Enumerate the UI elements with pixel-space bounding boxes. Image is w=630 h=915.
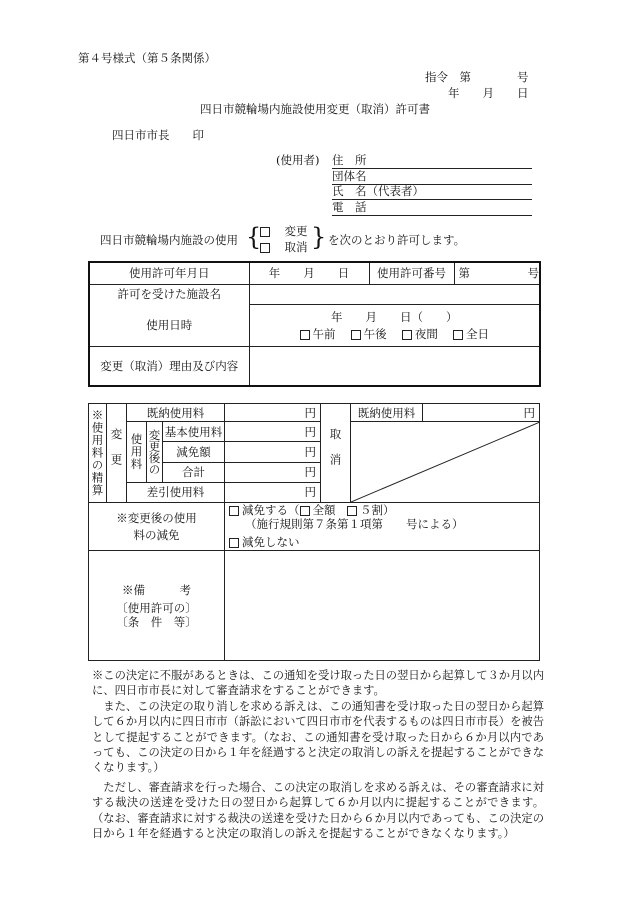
settlement-label: ※使用料の精算 (89, 404, 107, 503)
reduce-no-line: 減免しない (225, 535, 539, 549)
user-phone: 電 話 (332, 199, 532, 216)
total-label: 合計 (163, 462, 225, 482)
permit-no-label: 使用許可番号 (369, 262, 454, 284)
use-date-label: 使用日時 (89, 304, 249, 346)
basic-fee-value: 円 (225, 422, 321, 442)
cancel-diagonal-cell (351, 422, 540, 503)
cancel-paid-fee-label: 既納使用料 (351, 404, 423, 422)
reduce-half-checkbox-icon (347, 506, 357, 516)
reduction-label: 減免額 (163, 442, 225, 462)
user-label: (使用者) (276, 153, 320, 167)
note-2: また、この決定の取り消しを求める訴えは、この通知書を受け取った日の翌日から起算して６か月以内に四日市市（訴訟において四日市市を代表するものは四日市市長）を被告として提起することができます。（なお、この通知書を受け取った日から６か月以内であっても、この決定の日から１年を経過すると決定の取消しの訴えを提起することができなくなります。） (92, 699, 544, 775)
after-change-label: 変更後の (147, 422, 163, 483)
reduce-full-checkbox-icon (300, 506, 310, 516)
paid-fee-value: 円 (225, 404, 321, 422)
permit-no-value: 第 号 (454, 262, 540, 284)
allday-checkbox-icon (453, 330, 463, 340)
use-date-value: 年 月 日（ ） (331, 309, 458, 324)
left-brace: { (246, 223, 262, 251)
permit-number-label: 指令 第 号 (425, 70, 529, 84)
reason-label: 変更（取消）理由及び内容 (89, 346, 249, 386)
use-date-cell (249, 304, 540, 346)
cancel-label: 取消 (321, 404, 351, 503)
night-checkbox-icon (402, 330, 412, 340)
reduction-value: 円 (225, 442, 321, 462)
change-label: 変更 (107, 404, 127, 503)
remarks-value (225, 551, 540, 661)
permit-date-label: 使用許可年月日 (89, 262, 249, 284)
option-change: 変更 (260, 223, 308, 239)
statement-suffix: を次のとおり許可します。 (328, 233, 466, 247)
am-checkbox-icon (300, 330, 310, 340)
reduce-no-checkbox-icon (229, 538, 239, 548)
pm-checkbox-icon (351, 330, 361, 340)
permit-table (88, 261, 541, 387)
diff-fee-value: 円 (225, 482, 321, 502)
note-3: ただし、審査請求を行った場合、この決定の取消しを求める訴えは、その審査請求に対する裁決の送達を受けた日の翌日から起算して６か月以内に提起することができます。（なお、審査請求に対する裁決の送達を受けた日から６か月以内であっても、この決定の日から１年を経過すると決定の取消しの訴えを提起することができなくなります。） (92, 780, 544, 841)
usage-fee-label: 使用料 (127, 422, 147, 483)
facility-label: 許可を受けた施設名 (89, 284, 249, 304)
user-name: 氏 名（代表者） (332, 183, 532, 200)
issue-date-label: 年 月 日 (448, 86, 529, 100)
reduction-after-label: ※変更後の使用料の減免 (89, 503, 225, 551)
remarks-label-cell (89, 551, 225, 661)
diagonal-line (351, 422, 540, 502)
document-title: 四日市競輪場内施設使用変更（取消）許可書 (200, 102, 430, 116)
permit-date-value: 年 月 日 (249, 262, 369, 284)
remarks-sub2: 〔条 件 等〕 (116, 614, 197, 629)
paid-fee-label: 既納使用料 (127, 404, 225, 422)
settlement-table (88, 403, 540, 661)
statement-prefix: 四日市競輪場内施設の使用 (100, 233, 238, 247)
form-number: 第４号様式（第５条関係） (78, 51, 216, 65)
diff-fee-label: 差引使用料 (127, 482, 225, 502)
cancel-paid-fee-value: 円 (423, 404, 540, 422)
remarks-sub1: 〔使用許可の〕 (116, 600, 197, 615)
time-options: 午前 午後 夜間 全日 (250, 327, 540, 341)
user-group: 団体名 (332, 168, 532, 185)
reason-value (249, 346, 540, 386)
issuer: 四日市市長 印 (112, 128, 204, 142)
reduce-yes-checkbox-icon (229, 506, 239, 516)
facility-value (249, 284, 540, 304)
option-cancel: 取消 (260, 239, 308, 255)
change-checkbox-icon (260, 227, 270, 237)
notes (92, 668, 544, 841)
right-brace: } (311, 223, 327, 251)
cancel-checkbox-icon (260, 243, 270, 253)
remarks-label: ※備 考 (122, 582, 191, 597)
reduce-yes-line: 減免する（ 全額 ５割） (225, 503, 539, 517)
basic-fee-label: 基本使用料 (163, 422, 225, 442)
note-1: ※この決定に不服があるときは、この通知を受け取った日の翌日から起算して３か月以内に、四日市市長に対して審査請求をすることができます。 (92, 669, 544, 698)
user-address: 住 所 (332, 152, 532, 169)
reduce-rule: （施行規則第７条第１項第 号による） (245, 517, 464, 531)
reduction-options (225, 503, 540, 551)
total-value: 円 (225, 462, 321, 482)
